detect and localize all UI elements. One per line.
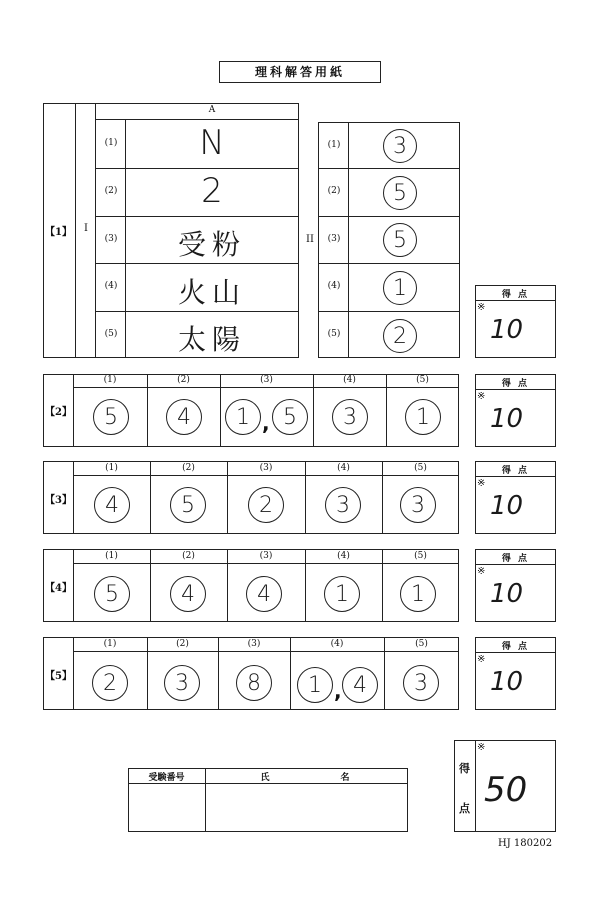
circled-answer: 1 <box>383 271 417 305</box>
divider <box>205 768 206 832</box>
page-title: 理科解答用紙 <box>254 65 345 79</box>
circled-answer: 3 <box>400 487 436 523</box>
divider <box>475 740 476 832</box>
circled-answer: 2 <box>248 487 284 523</box>
divider <box>318 168 460 169</box>
divider <box>95 311 299 312</box>
divider <box>95 168 299 169</box>
circled-answer: 5 <box>272 399 308 435</box>
divider <box>348 122 349 358</box>
divider <box>475 476 556 477</box>
answer-text: 受粉 <box>177 228 246 261</box>
score-value: 10 <box>490 579 524 609</box>
column-header: (3) <box>247 639 261 649</box>
divider <box>318 263 460 264</box>
column-a-header: A <box>208 105 216 115</box>
comma: , <box>334 679 342 703</box>
column-header: (4) <box>337 551 350 561</box>
circled-answer: 1 <box>225 399 261 435</box>
score-label: 得 点 <box>501 554 530 564</box>
column-header: (1) <box>103 375 117 385</box>
circled-answer: 4 <box>246 576 282 612</box>
column-header: (4) <box>343 375 356 385</box>
score-value: 10 <box>490 315 524 345</box>
name-label-1: 氏 <box>260 773 270 783</box>
comma: , <box>262 411 270 435</box>
circled-answer: 4 <box>170 576 206 612</box>
circled-answer: 2 <box>383 319 417 353</box>
row-number: (4) <box>327 281 341 291</box>
part-i-label: I <box>84 223 88 234</box>
answer-text: 火山 <box>177 276 246 309</box>
answer-text: 2 <box>201 171 223 211</box>
divider <box>475 564 556 565</box>
total-score-value: 50 <box>484 770 528 810</box>
answer-text: 太陽 <box>177 323 246 356</box>
column-header: (3) <box>259 463 273 473</box>
circled-answer: 1 <box>400 576 436 612</box>
exam-number-field[interactable] <box>130 785 204 830</box>
circled-answer: 5 <box>170 487 206 523</box>
divider <box>75 103 76 358</box>
name-label-2: 名 <box>340 773 350 783</box>
section2-label: 【2】 <box>45 407 72 418</box>
row-number: (1) <box>104 138 118 148</box>
total-label-top: 得 <box>459 762 470 775</box>
column-header: (3) <box>259 551 273 561</box>
row-number: (5) <box>104 329 118 339</box>
circled-answer: 4 <box>342 667 378 703</box>
row-number: (5) <box>327 329 341 339</box>
divider <box>73 387 459 388</box>
score-label: 得 点 <box>501 290 530 300</box>
circled-answer: 3 <box>325 487 361 523</box>
circled-answer: 3 <box>332 399 368 435</box>
section4-label: 【4】 <box>45 583 72 594</box>
row-number: (2) <box>104 186 118 196</box>
column-header: (2) <box>177 375 190 385</box>
divider <box>128 783 408 784</box>
circled-answer: 3 <box>403 665 439 701</box>
column-header: (2) <box>182 551 195 561</box>
column-header: (5) <box>414 551 427 561</box>
section5-label: 【5】 <box>45 671 72 682</box>
score-label: 得 点 <box>501 466 530 476</box>
column-header: (4) <box>337 463 350 473</box>
circled-answer: 5 <box>383 223 417 257</box>
circled-answer: 1 <box>405 399 441 435</box>
answer-text: N <box>199 123 225 163</box>
circled-answer: 1 <box>297 667 333 703</box>
circled-answer: 2 <box>92 665 128 701</box>
divider <box>318 311 460 312</box>
reference-mark: ※ <box>477 742 486 753</box>
circled-answer: 5 <box>94 576 130 612</box>
divider <box>95 263 299 264</box>
divider <box>318 216 460 217</box>
circled-answer: 5 <box>93 399 129 435</box>
circled-answer: 5 <box>383 176 417 210</box>
divider <box>95 103 96 358</box>
section1-label: 【1】 <box>45 227 72 238</box>
score-value: 10 <box>490 491 524 521</box>
column-header: (1) <box>105 551 118 561</box>
row-number: (3) <box>104 234 118 244</box>
column-header: (5) <box>415 639 428 649</box>
divider <box>73 563 459 564</box>
circled-answer: 1 <box>324 576 360 612</box>
circled-answer: 8 <box>236 665 272 701</box>
column-header: (2) <box>182 463 195 473</box>
column-header: (3) <box>260 375 273 385</box>
divider <box>73 651 459 652</box>
title-box <box>219 61 381 83</box>
part-ii-label: II <box>306 234 314 245</box>
reference-mark: ※ <box>477 391 486 402</box>
score-value: 10 <box>490 667 524 697</box>
column-header: (5) <box>416 375 429 385</box>
reference-mark: ※ <box>477 478 486 489</box>
reference-mark: ※ <box>477 302 486 313</box>
score-label: 得 点 <box>501 379 530 389</box>
section3-label: 【3】 <box>45 495 72 506</box>
row-number: (3) <box>327 234 341 244</box>
column-header: (4) <box>330 639 344 649</box>
divider <box>95 119 299 120</box>
name-field[interactable] <box>207 785 406 830</box>
column-header: (5) <box>414 463 427 473</box>
circled-answer: 4 <box>166 399 202 435</box>
reference-mark: ※ <box>477 654 486 665</box>
column-header: (1) <box>105 463 118 473</box>
divider <box>475 652 556 653</box>
circled-answer: 4 <box>94 487 130 523</box>
row-number: (2) <box>327 186 341 196</box>
reference-mark: ※ <box>477 566 486 577</box>
circled-answer: 3 <box>383 129 417 163</box>
row-number: (4) <box>104 281 118 291</box>
divider <box>475 389 556 390</box>
row-number: (1) <box>327 140 341 150</box>
total-label-bottom: 点 <box>459 802 470 815</box>
score-value: 10 <box>490 404 524 434</box>
divider <box>73 475 459 476</box>
circled-answer: 3 <box>164 665 200 701</box>
divider <box>95 216 299 217</box>
exam-number-label: 受験番号 <box>148 773 185 783</box>
column-header: (1) <box>103 639 117 649</box>
divider <box>475 300 556 301</box>
column-header: (2) <box>176 639 189 649</box>
form-code: HJ 180202 <box>498 838 553 849</box>
score-label: 得 点 <box>501 642 530 652</box>
